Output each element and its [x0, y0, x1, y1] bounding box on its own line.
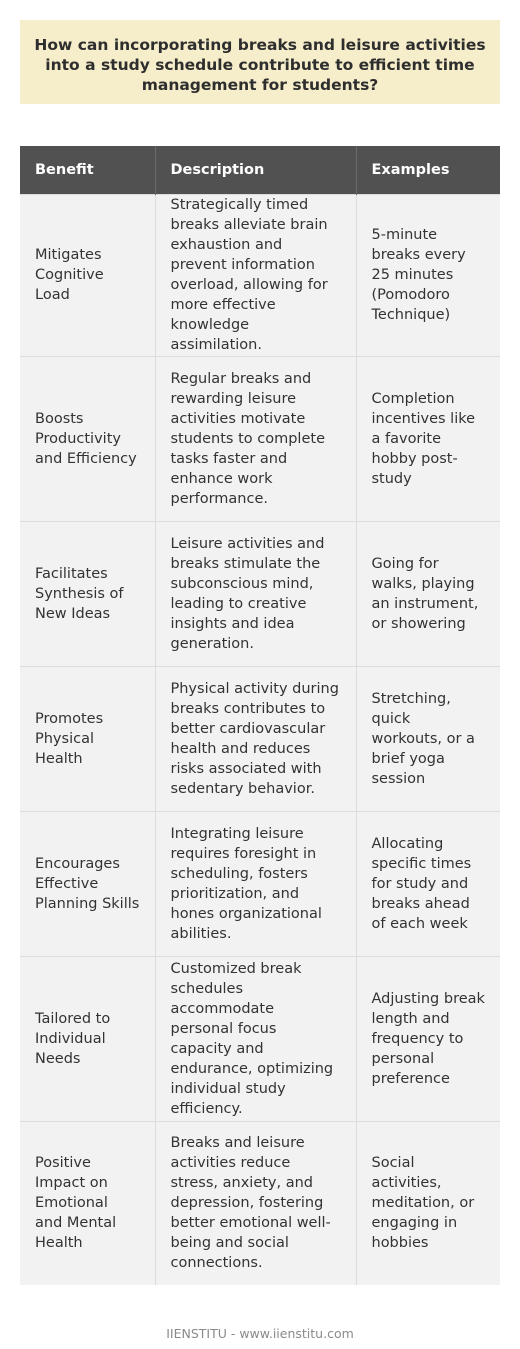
- examples-cell: Social activities, meditation, or engaging in hobbies: [356, 1121, 500, 1285]
- benefit-cell: Facilitates Synthesis of New Ideas: [20, 521, 155, 666]
- table-header-row: [20, 146, 500, 194]
- table-row: [20, 194, 500, 356]
- benefit-cell: Promotes Physical Health: [20, 666, 155, 811]
- table-row: [20, 956, 500, 1121]
- description-cell: Strategically timed breaks alleviate brain exhaustion and prevent information overload, allowing for more effective knowledge assimilation.: [155, 194, 356, 356]
- question-banner: [20, 20, 500, 104]
- table-row: [20, 811, 500, 956]
- description-cell: Regular breaks and rewarding leisure activities motivate students to complete tasks faster and enhance work performance.: [155, 356, 356, 521]
- benefit-cell: Boosts Productivity and Efficiency: [20, 356, 155, 521]
- question-text: How can incorporating breaks and leisure activities into a study schedule contribute to efficient time management for students?: [34, 36, 486, 94]
- benefits-table: [20, 146, 500, 1285]
- table-row: [20, 1121, 500, 1285]
- table-row: [20, 666, 500, 811]
- footer-credit: IIENSTITU - www.iienstitu.com: [166, 1326, 354, 1341]
- benefit-cell: Mitigates Cognitive Load: [20, 194, 155, 356]
- examples-cell: 5-minute breaks every 25 minutes (Pomodoro Technique): [356, 194, 500, 356]
- header-examples: Examples: [356, 146, 500, 194]
- description-cell: Leisure activities and breaks stimulate the subconscious mind, leading to creative insights and idea generation.: [155, 521, 356, 666]
- benefit-cell: Positive Impact on Emotional and Mental Health: [20, 1121, 155, 1285]
- examples-cell: Adjusting break length and frequency to personal preference: [356, 956, 500, 1121]
- examples-cell: Allocating specific times for study and breaks ahead of each week: [356, 811, 500, 956]
- examples-cell: Going for walks, playing an instrument, or showering: [356, 521, 500, 666]
- examples-cell: Stretching, quick workouts, or a brief yoga session: [356, 666, 500, 811]
- description-cell: Physical activity during breaks contributes to better cardiovascular health and reduces risks associated with sedentary behavior.: [155, 666, 356, 811]
- header-benefit: Benefit: [20, 146, 155, 194]
- table-row: [20, 356, 500, 521]
- header-description: Description: [155, 146, 356, 194]
- description-cell: Breaks and leisure activities reduce stress, anxiety, and depression, fostering better emotional well-being and social connections.: [155, 1121, 356, 1285]
- description-cell: Customized break schedules accommodate personal focus capacity and endurance, optimizing individual study efficiency.: [155, 956, 356, 1121]
- examples-cell: Completion incentives like a favorite hobby post-study: [356, 356, 500, 521]
- benefit-cell: Tailored to Individual Needs: [20, 956, 155, 1121]
- table-row: [20, 521, 500, 666]
- benefit-cell: Encourages Effective Planning Skills: [20, 811, 155, 956]
- description-cell: Integrating leisure requires foresight in scheduling, fosters prioritization, and hones organizational abilities.: [155, 811, 356, 956]
